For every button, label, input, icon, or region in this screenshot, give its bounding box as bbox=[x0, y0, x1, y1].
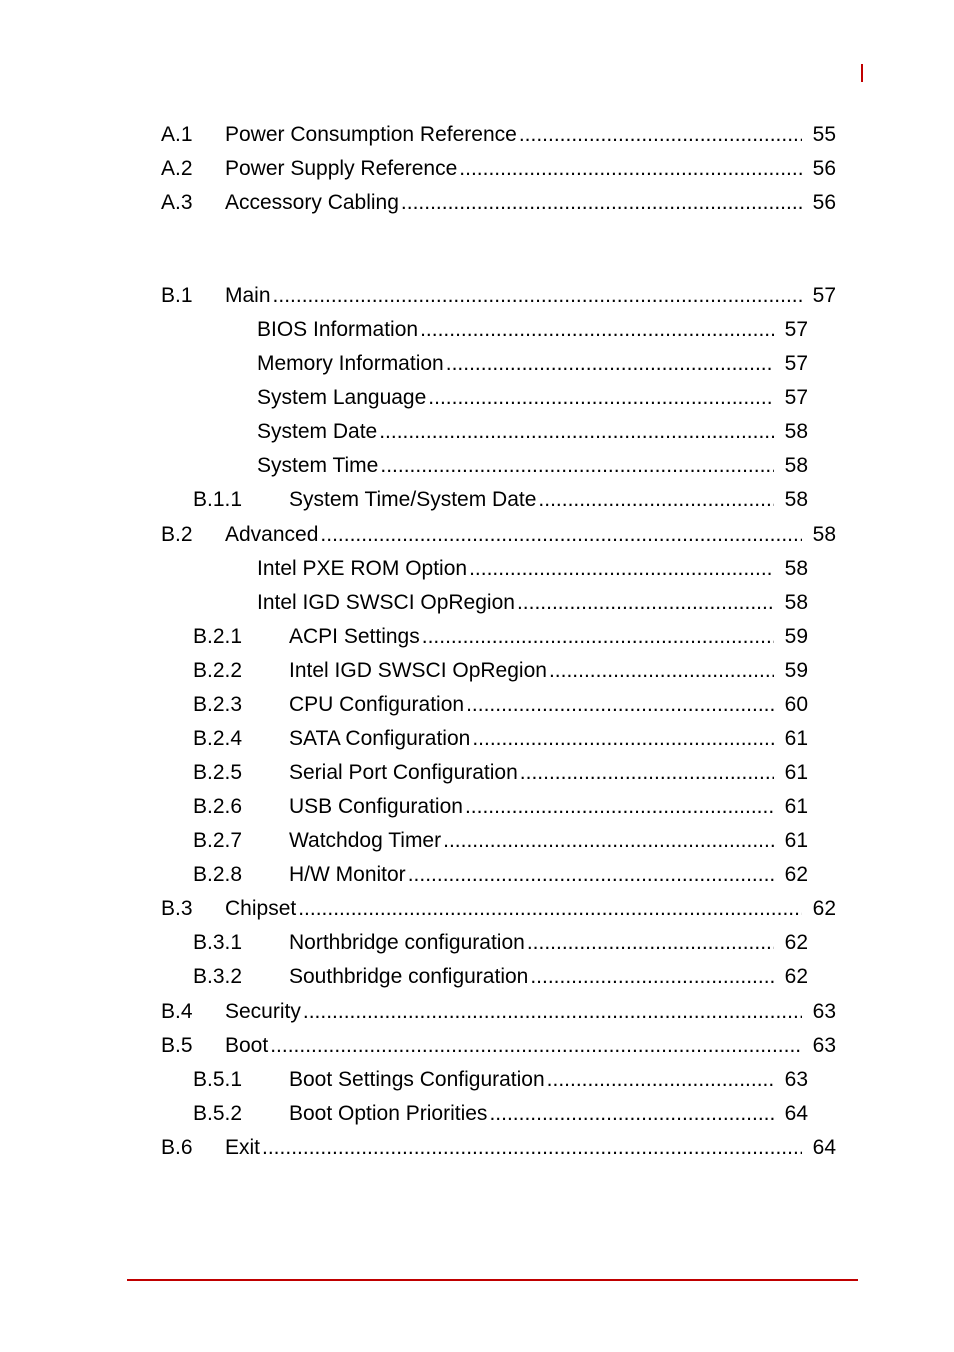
toc-entry-number: A.3 bbox=[161, 191, 193, 214]
toc-dot-leader bbox=[515, 590, 774, 616]
toc-entry-number: B.1 bbox=[161, 284, 193, 307]
toc-entry-page: 56 bbox=[812, 191, 836, 214]
toc-entry-number: B.2.8 bbox=[193, 863, 243, 886]
toc-entry-title: Southbridge configuration bbox=[289, 965, 529, 988]
toc-entry-title: System Time bbox=[257, 454, 379, 477]
toc-entry-number: B.2.5 bbox=[193, 761, 243, 784]
toc-entry-title: Power Supply Reference bbox=[225, 157, 458, 180]
toc-dot-leader bbox=[457, 156, 802, 182]
toc-dot-leader bbox=[441, 828, 774, 854]
toc-entry[interactable] bbox=[257, 556, 808, 582]
toc-entry-line bbox=[289, 828, 774, 854]
toc-entry-number: B.5 bbox=[161, 1034, 193, 1057]
toc-entry-page: 57 bbox=[812, 284, 836, 307]
toc-entry-line bbox=[289, 658, 774, 684]
toc-dot-leader bbox=[296, 896, 802, 922]
toc-entry-line bbox=[289, 930, 774, 956]
toc-entry-title: Northbridge configuration bbox=[289, 931, 525, 954]
toc-entry-title: Intel PXE ROM Option bbox=[257, 557, 468, 580]
toc-entry-line bbox=[257, 351, 774, 377]
toc-entry-page: 61 bbox=[784, 727, 808, 750]
toc-entry-line bbox=[257, 419, 774, 445]
toc-entry-title: Advanced bbox=[225, 523, 319, 546]
toc-entry-page: 64 bbox=[812, 1136, 836, 1159]
toc-entry-page: 57 bbox=[784, 318, 808, 341]
header-marker bbox=[861, 64, 863, 82]
toc-entry-line bbox=[289, 726, 774, 752]
toc-entry-number: B.5.2 bbox=[193, 1102, 243, 1125]
toc-dot-leader bbox=[487, 1101, 774, 1127]
toc-entry-number: B.2.7 bbox=[193, 829, 243, 852]
toc-entry-line bbox=[289, 487, 774, 513]
toc-dot-leader bbox=[528, 964, 774, 990]
toc-entry-line bbox=[289, 692, 774, 718]
toc-entry-title: SATA Configuration bbox=[289, 727, 471, 750]
toc-entry-page: 61 bbox=[784, 795, 808, 818]
toc-entry-page: 60 bbox=[784, 693, 808, 716]
toc-entry[interactable] bbox=[193, 692, 808, 718]
toc-entry-title: System Date bbox=[257, 420, 378, 443]
toc-entry-number: B.6 bbox=[161, 1136, 193, 1159]
toc-entry-title: Accessory Cabling bbox=[225, 191, 399, 214]
toc-entry-page: 58 bbox=[784, 488, 808, 511]
toc-dot-leader bbox=[470, 726, 774, 752]
toc-dot-leader bbox=[464, 692, 774, 718]
toc-entry-title: BIOS Information bbox=[257, 318, 419, 341]
toc-entry[interactable] bbox=[257, 385, 808, 411]
toc-entry-page: 61 bbox=[784, 829, 808, 852]
toc-entry[interactable] bbox=[161, 1033, 836, 1059]
toc-dot-leader bbox=[406, 862, 774, 888]
toc-entry[interactable] bbox=[193, 794, 808, 820]
toc-dot-leader bbox=[268, 1033, 802, 1059]
toc-entry-title: Exit bbox=[225, 1136, 261, 1159]
toc-dot-leader bbox=[518, 760, 774, 786]
toc-dot-leader bbox=[463, 794, 774, 820]
toc-entry-line bbox=[225, 999, 802, 1025]
toc-entry-title: Boot Option Priorities bbox=[289, 1102, 488, 1125]
toc-entry-line bbox=[257, 590, 774, 616]
toc-entry-line bbox=[257, 317, 774, 343]
toc-entry-page: 63 bbox=[784, 1068, 808, 1091]
toc-entry[interactable] bbox=[257, 453, 808, 479]
toc-entry-title: Power Consumption Reference bbox=[225, 123, 517, 146]
toc-entry[interactable] bbox=[193, 964, 808, 990]
toc-dot-leader bbox=[525, 930, 774, 956]
toc-entry-line bbox=[289, 1067, 774, 1093]
toc-entry-number: B.2.1 bbox=[193, 625, 243, 648]
toc-entry-number: A.1 bbox=[161, 123, 193, 146]
toc-dot-leader bbox=[545, 1067, 774, 1093]
toc-entry-number: A.2 bbox=[161, 157, 193, 180]
toc-entry[interactable] bbox=[193, 760, 808, 786]
toc-entry-title: Security bbox=[225, 1000, 301, 1023]
toc-entry-page: 58 bbox=[784, 420, 808, 443]
toc-entry-title: System Language bbox=[257, 386, 427, 409]
toc-entry[interactable] bbox=[161, 1135, 836, 1161]
toc-entry-title: Chipset bbox=[225, 897, 297, 920]
toc-entry-number: B.4 bbox=[161, 1000, 193, 1023]
toc-entry-number: B.2.4 bbox=[193, 727, 243, 750]
toc-entry[interactable] bbox=[161, 283, 836, 309]
toc-dot-leader bbox=[301, 999, 802, 1025]
toc-entry[interactable] bbox=[193, 828, 808, 854]
toc-dot-leader bbox=[467, 556, 774, 582]
toc-entry-number: B.3.1 bbox=[193, 931, 243, 954]
toc-entry[interactable] bbox=[161, 156, 836, 182]
toc-entry-line bbox=[225, 156, 802, 182]
toc-entry-page: 58 bbox=[784, 591, 808, 614]
toc-entry-title: Serial Port Configuration bbox=[289, 761, 518, 784]
toc-entry[interactable] bbox=[193, 487, 808, 513]
toc-entry-line bbox=[225, 896, 802, 922]
toc-entry[interactable] bbox=[161, 999, 836, 1025]
toc-entry-page: 62 bbox=[784, 863, 808, 886]
toc-entry-page: 58 bbox=[812, 523, 836, 546]
toc-entry[interactable] bbox=[193, 726, 808, 752]
toc-entry-line bbox=[289, 862, 774, 888]
toc-entry[interactable] bbox=[257, 351, 808, 377]
toc-dot-leader bbox=[418, 317, 774, 343]
toc-entry-page: 63 bbox=[812, 1000, 836, 1023]
toc-entry-line bbox=[225, 1135, 802, 1161]
toc-entry-number: B.2.2 bbox=[193, 659, 243, 682]
toc-entry-page: 57 bbox=[784, 386, 808, 409]
toc-entry-number: B.3 bbox=[161, 897, 193, 920]
toc-entry-page: 64 bbox=[784, 1102, 808, 1125]
toc-dot-leader bbox=[260, 1135, 802, 1161]
toc-entry-title: ACPI Settings bbox=[289, 625, 420, 648]
toc-entry-line bbox=[257, 453, 774, 479]
toc-entry-line bbox=[257, 556, 774, 582]
toc-entry-page: 61 bbox=[784, 761, 808, 784]
toc-entry[interactable] bbox=[161, 190, 836, 216]
toc-dot-leader bbox=[378, 453, 774, 479]
footer-rule bbox=[127, 1279, 858, 1281]
toc-entry-title: H/W Monitor bbox=[289, 863, 406, 886]
toc-dot-leader bbox=[517, 122, 802, 148]
toc-entry[interactable] bbox=[193, 1101, 808, 1127]
toc-entry-number: B.2 bbox=[161, 523, 193, 546]
toc-entry-page: 62 bbox=[784, 931, 808, 954]
toc-dot-leader bbox=[318, 522, 802, 548]
toc-entry[interactable] bbox=[257, 317, 808, 343]
toc-entry-page: 58 bbox=[784, 557, 808, 580]
toc-dot-leader bbox=[271, 283, 802, 309]
toc-entry[interactable] bbox=[161, 122, 836, 148]
toc-entry-page: 62 bbox=[784, 965, 808, 988]
toc-entry-title: Watchdog Timer bbox=[289, 829, 442, 852]
toc-entry-line bbox=[225, 1033, 802, 1059]
toc-entry-page: 63 bbox=[812, 1034, 836, 1057]
toc-entry-number: B.3.2 bbox=[193, 965, 243, 988]
toc-entry-title: Boot Settings Configuration bbox=[289, 1068, 545, 1091]
toc-entry-page: 56 bbox=[812, 157, 836, 180]
toc-entry[interactable] bbox=[193, 624, 808, 650]
toc-entry-line bbox=[289, 794, 774, 820]
toc-entry-line bbox=[289, 624, 774, 650]
toc-entry-title: CPU Configuration bbox=[289, 693, 465, 716]
toc-entry[interactable] bbox=[193, 930, 808, 956]
toc-entry[interactable] bbox=[257, 590, 808, 616]
toc-entry-number: B.2.3 bbox=[193, 693, 243, 716]
toc-dot-leader bbox=[547, 658, 774, 684]
toc-entry-page: 57 bbox=[784, 352, 808, 375]
toc-entry-line bbox=[225, 522, 802, 548]
toc-entry-page: 59 bbox=[784, 625, 808, 648]
toc-entry-line bbox=[289, 964, 774, 990]
toc-entry-title: Intel IGD SWSCI OpRegion bbox=[257, 591, 515, 614]
toc-entry-number: B.2.6 bbox=[193, 795, 243, 818]
toc-entry-page: 59 bbox=[784, 659, 808, 682]
toc-entry-title: Boot bbox=[225, 1034, 269, 1057]
toc-entry[interactable] bbox=[161, 896, 836, 922]
toc-dot-leader bbox=[420, 624, 774, 650]
toc-dot-leader bbox=[444, 351, 774, 377]
toc-dot-leader bbox=[426, 385, 774, 411]
toc-entry-line bbox=[225, 122, 802, 148]
toc-entry-line bbox=[289, 1101, 774, 1127]
toc-entry-line bbox=[225, 190, 802, 216]
toc-entry-line bbox=[289, 760, 774, 786]
toc-entry-page: 62 bbox=[812, 897, 836, 920]
toc-entry-title: Main bbox=[225, 284, 271, 307]
toc-entry-title: Intel IGD SWSCI OpRegion bbox=[289, 659, 547, 682]
toc-entry[interactable] bbox=[193, 658, 808, 684]
toc-entry-page: 58 bbox=[784, 454, 808, 477]
toc-dot-leader bbox=[377, 419, 774, 445]
toc-entry-number: B.5.1 bbox=[193, 1068, 243, 1091]
toc-dot-leader bbox=[399, 190, 802, 216]
toc-dot-leader bbox=[536, 487, 774, 513]
toc-entry-line bbox=[257, 385, 774, 411]
toc-entry-title: USB Configuration bbox=[289, 795, 463, 818]
toc-entry[interactable] bbox=[257, 419, 808, 445]
toc-entry[interactable] bbox=[193, 862, 808, 888]
toc-entry-title: Memory Information bbox=[257, 352, 444, 375]
toc-entry[interactable] bbox=[193, 1067, 808, 1093]
toc-entry-line bbox=[225, 283, 802, 309]
toc-entry[interactable] bbox=[161, 522, 836, 548]
toc-entry-title: System Time/System Date bbox=[289, 488, 537, 511]
toc-entry-number: B.1.1 bbox=[193, 488, 243, 511]
toc-entry-page: 55 bbox=[812, 123, 836, 146]
